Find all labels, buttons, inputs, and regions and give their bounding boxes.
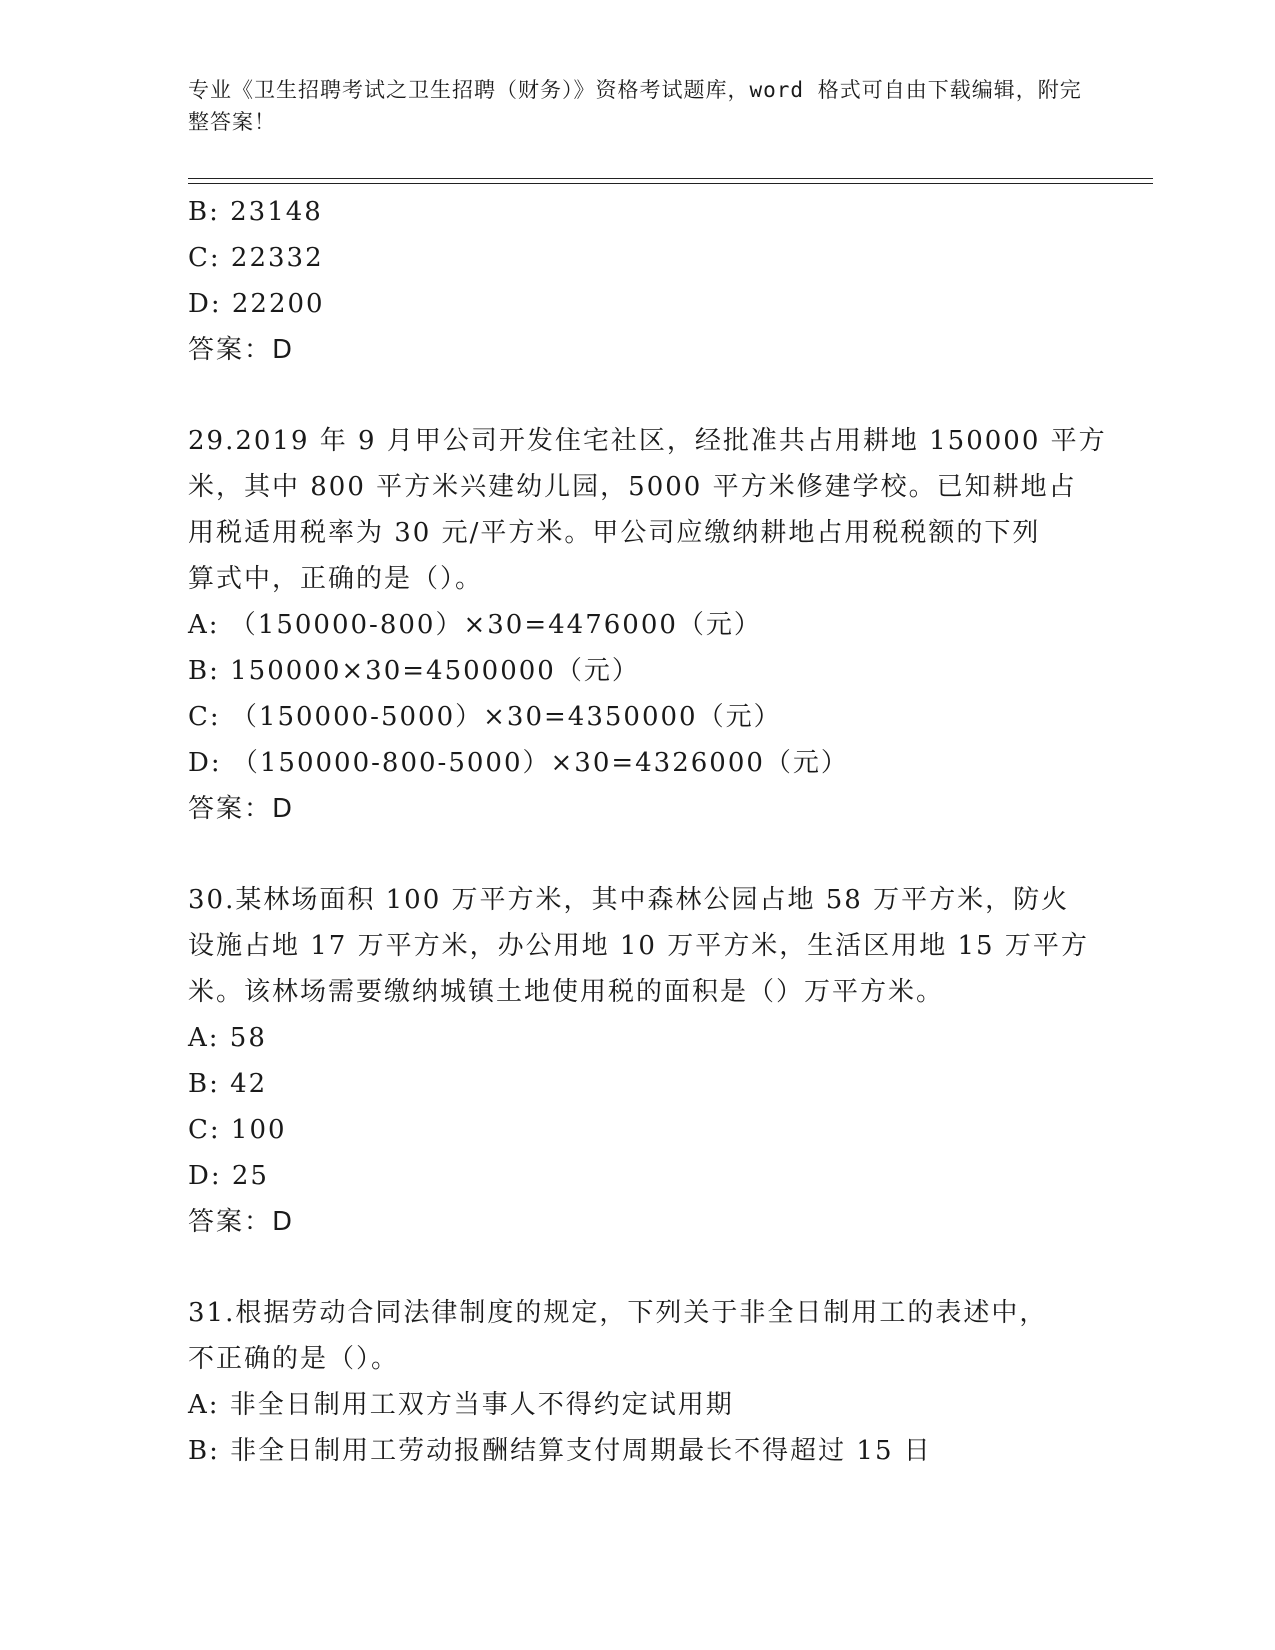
question-text-line: 不正确的是（）。	[188, 1344, 400, 1374]
question-31	[188, 1290, 1088, 1474]
question-text-line: 29.2019 年 9 月甲公司开发住宅社区，经批准共占用耕地 150000 平方	[188, 426, 1107, 456]
option-line: D: 25	[188, 1161, 269, 1191]
option-line: A: 58	[188, 1023, 267, 1053]
option-line: B: 42	[188, 1069, 268, 1099]
answer-line: 答案：D	[188, 794, 295, 824]
question-text-line: 米，其中 800 平方米兴建幼儿园，5000 平方米修建学校。已知耕地占	[188, 472, 1077, 502]
option-line: C: （150000-5000）×30=4350000（元）	[188, 702, 782, 732]
question-29	[188, 418, 1107, 832]
question-gap	[188, 373, 1088, 418]
question-gap	[188, 832, 1088, 877]
question-text-line: 30.某林场面积 100 万平方米，其中森林公园占地 58 万平方米，防火	[188, 885, 1070, 915]
question-gap	[188, 1245, 1088, 1290]
answer-line: 答案：D	[188, 1207, 295, 1237]
question-30	[188, 877, 1088, 1245]
answer-line: 答案：D	[188, 335, 295, 365]
question-text-line: 米。该林场需要缴纳城镇土地使用税的面积是（）万平方米。	[188, 977, 945, 1007]
header-rule-bottom	[188, 183, 1153, 184]
option-line: C: 100	[188, 1115, 287, 1145]
question-text-line: 算式中，正确的是（）。	[188, 564, 484, 594]
option-line: A: 非全日制用工双方当事人不得约定试用期	[188, 1390, 734, 1420]
prev-question-options	[188, 189, 1088, 373]
question-text-line: 31.根据劳动合同法律制度的规定，下列关于非全日制用工的表述中，	[188, 1298, 1048, 1328]
document-body	[188, 189, 1107, 1474]
option-line: D: 22200	[188, 289, 325, 319]
option-line: D: （150000-800-5000）×30=4326000（元）	[188, 748, 849, 778]
question-text-line: 设施占地 17 万平方米，办公用地 10 万平方米，生活区用地 15 万平方	[188, 931, 1089, 961]
option-line: C: 22332	[188, 243, 324, 273]
option-line: B: 23148	[188, 197, 323, 227]
question-text-line: 用税适用税率为 30 元/平方米。甲公司应缴纳耕地占用税税额的下列	[188, 518, 1041, 548]
option-line: A: （150000-800）×30=4476000（元）	[188, 610, 762, 640]
option-line: B: 150000×30=4500000（元）	[188, 656, 640, 686]
option-line: B: 非全日制用工劳动报酬结算支付周期最长不得超过 15 日	[188, 1436, 932, 1466]
page-header: 专业《卫生招聘考试之卫生招聘（财务）》资格考试题库，word 格式可自由下载编辑，附完整答案！	[188, 78, 1082, 134]
header-rule-top	[188, 178, 1153, 179]
